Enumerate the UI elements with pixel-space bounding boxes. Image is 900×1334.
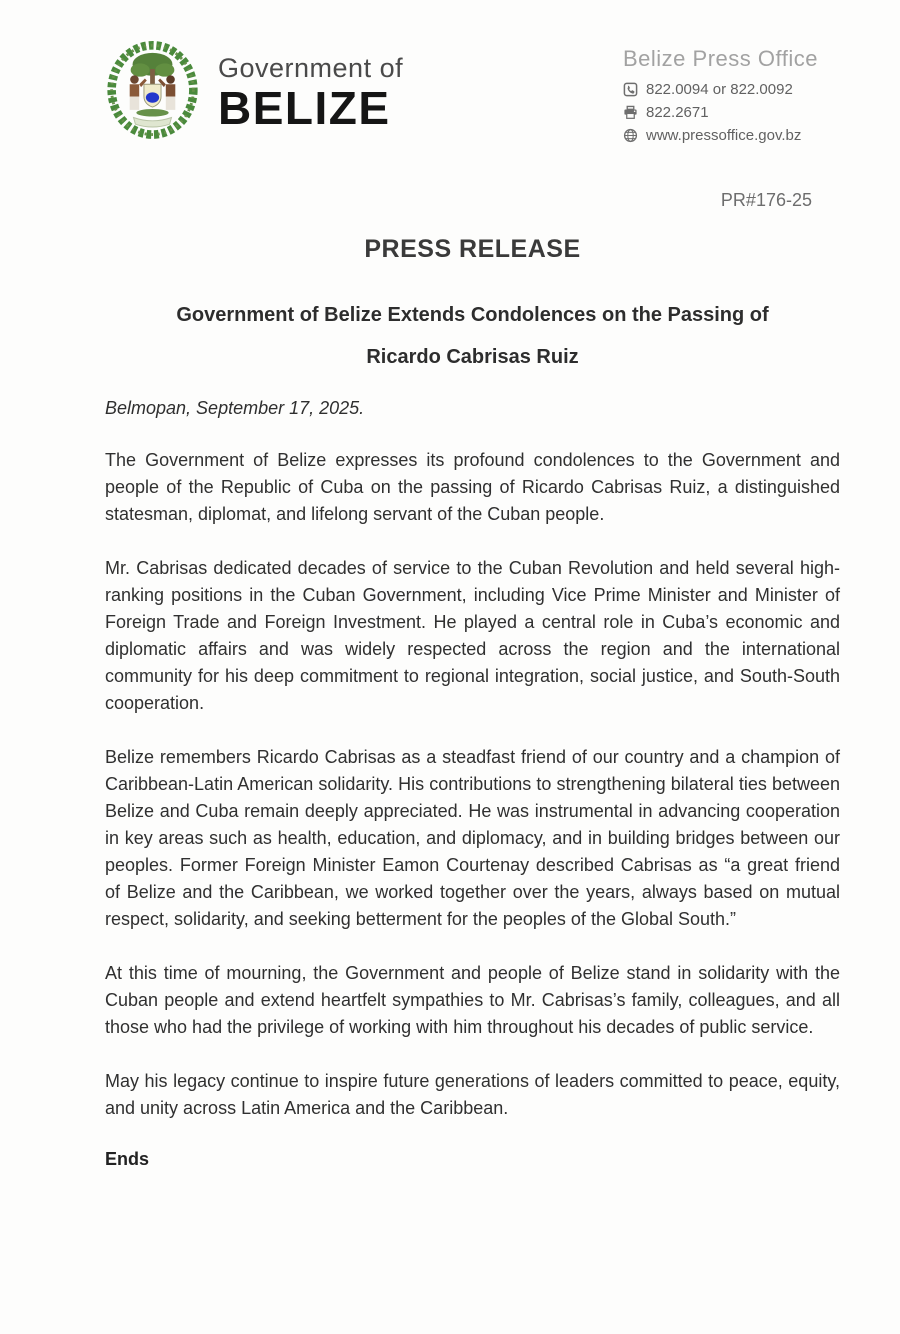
phone-number: 822.0094 or 822.0092 [646,81,793,98]
phone-line [623,81,838,98]
pr-number: PR#176-25 [720,190,812,210]
paragraph-5: May his legacy continue to inspire future generations of leaders committed to peace, equity, and unity across Latin America and the Caribbean. [105,1071,840,1118]
belize-label: BELIZE [218,82,391,134]
website-line [623,127,838,144]
headline-line-1: Government of Belize Extends Condolences on the Passing of [176,304,769,326]
government-brand [105,36,403,142]
press-office-contact-block [623,36,838,150]
closing-ends: Ends [105,1149,150,1169]
office-name: Belize Press Office [623,46,818,71]
belize-coat-of-arms-icon [105,36,200,142]
headline-line-2: Ricardo Cabrisas Ruiz [366,346,579,368]
press-release-title: PRESS RELEASE [364,235,581,263]
government-of-label: Government of [218,53,404,83]
fax-line [623,104,838,121]
document-body [105,190,840,1170]
fax-number: 822.2671 [646,104,709,121]
paragraph-4: At this time of mourning, the Government and people of Belize stand in solidarity with the Cuban people and extend heartfelt sympathies to Mr. Cabrisas’s family, colleagues, and all those who had the privilege of working with him throughout his decades of public service. [105,963,840,1037]
phone-icon [623,82,638,97]
page-header [105,36,838,150]
brand-text [218,47,404,134]
fax-icon [623,105,638,120]
dateline: Belmopan, September 17, 2025. [105,398,365,418]
paragraph-3: Belize remembers Ricardo Cabrisas as a steadfast friend of our country and a champion of Caribbean-Latin American solidarity. His contributions to strengthening bilateral ties between Belize and Cuba remain deeply appreciated. He was instrumental in advancing cooperation in key areas such as health, education, and diplomacy, and in building bridges between our peoples. Former Foreign Minister Eamon Courtenay described Cabrisas as “a great friend of Belize and the Caribbean, we worked together over the years, always based on mutual respect, solidarity, and seeking betterment for the peoples of the Global South.” [105,747,840,929]
paragraph-1: The Government of Belize expresses its profound condolences to the Government and people of the Republic of Cuba on the passing of Ricardo Cabrisas Ruiz, a distinguished statesman, diplomat, and lifelong servant of the Cuban people. [105,450,840,524]
website-url: www.pressoffice.gov.bz [646,127,802,144]
headline [105,301,840,371]
paragraph-2: Mr. Cabrisas dedicated decades of service to the Cuban Revolution and held several high-ranking positions in the Cuban Government, including Vice Prime Minister and Minister of Foreign Trade and Foreign Investment. He played a central role in Cuba’s economic and diplomatic affairs and was widely respected across the region and the international community for his deep commitment to regional integration, social justice, and South-South cooperation. [105,558,840,713]
globe-icon [623,128,638,143]
